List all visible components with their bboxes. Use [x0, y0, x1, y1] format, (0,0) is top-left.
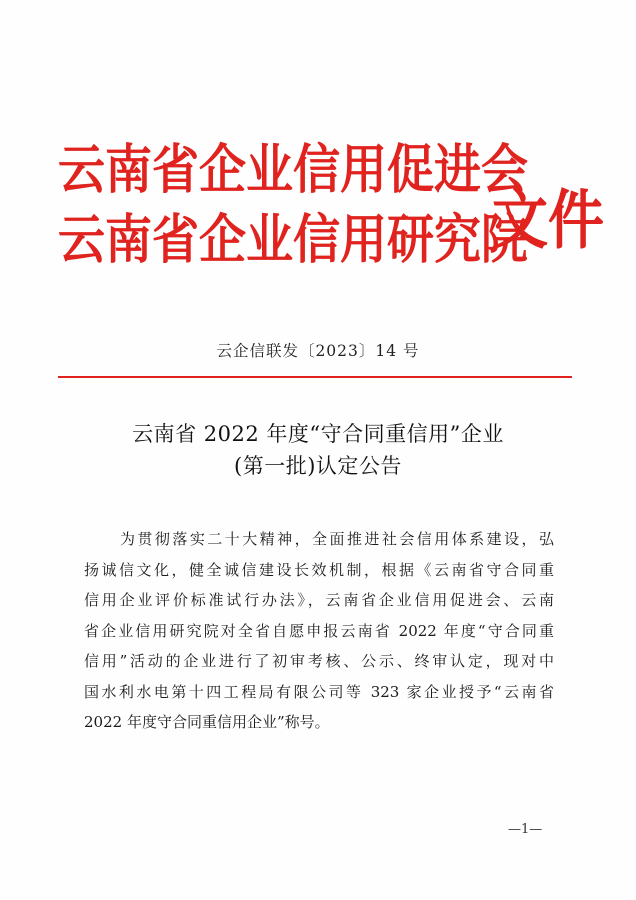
- document-kind-label: 文件: [492, 183, 604, 259]
- issuing-organizations: [58, 136, 528, 271]
- title-line-2: (第一批)认定公告: [234, 454, 402, 478]
- body-line: 信用”活动的企业进行了初审考核、公示、终审认定，现对中: [84, 652, 554, 670]
- title-line-1: 云南省 2022 年度“守合同重信用”企业: [132, 422, 504, 446]
- body-line: 扬诚信文化，健全诚信建设长效机制，根据《云南省守合同重: [84, 560, 554, 579]
- red-divider-line: [58, 376, 572, 378]
- body-line: 国水利水电第十四工程局有限公司等 323 家企业授予“云南省: [84, 682, 554, 701]
- body-line: 省企业信用研究院对全省自愿申报云南省 2022 年度“守合同重: [84, 621, 554, 640]
- body-line: 2022 年度守合同重信用企业”称号。: [84, 713, 330, 731]
- page-number: —1—: [508, 822, 543, 837]
- body-line: 为贯彻落实二十大精神，全面推进社会信用体系建设，弘: [120, 530, 554, 548]
- document-number: 云企信联发〔2023〕14 号: [216, 342, 420, 360]
- announcement-title: [40, 418, 596, 482]
- org-name-1: 云南省企业信用促进会: [58, 139, 528, 201]
- org-name-2: 云南省企业信用研究院: [58, 209, 528, 271]
- body-line: 信用企业评价标准试行办法》，云南省企业信用促进会、云南: [84, 591, 554, 609]
- announcement-body: [84, 524, 554, 738]
